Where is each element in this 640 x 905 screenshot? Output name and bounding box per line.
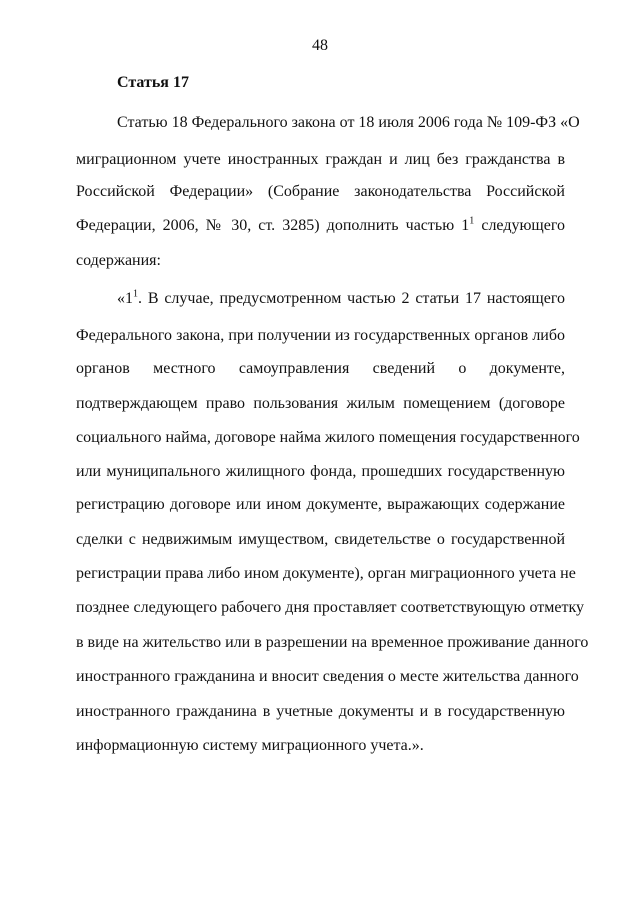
paragraph-2-line-6: или муниципального жилищного фонда, прошедших государственную <box>76 463 565 480</box>
paragraph-2-line-12: иностранного гражданина и вносит сведения о месте жительства данного <box>76 668 579 685</box>
paragraph-2-line-5: социального найма, договоре найма жилого помещения государственного <box>76 429 580 446</box>
paragraph-2-line-3: органов местного самоуправления сведений о документе, <box>76 360 565 377</box>
superscript-one: 1 <box>469 215 475 227</box>
paragraph-1-line-4 <box>76 216 565 236</box>
paragraph-2-line-7: регистрацию договоре или ином документе, выражающих содержание <box>76 496 565 513</box>
paragraph-1-line-4-text: Федерации, 2006, № 30, ст. 3285) дополнить частью 1 <box>76 217 470 234</box>
paragraph-2-line-1 <box>117 289 565 309</box>
paragraph-1-line-2: миграционном учете иностранных граждан и лиц без гражданства в <box>76 151 565 168</box>
paragraph-1-line-5: содержания: <box>76 252 161 269</box>
paragraph-2-line-10: позднее следующего рабочего дня проставляет соответствующую отметку <box>76 599 584 616</box>
paragraph-2-line-13: иностранного гражданина в учетные документы и в государственную <box>76 703 565 720</box>
page-number: 48 <box>312 37 328 54</box>
paragraph-2-line-8: сделки с недвижимым имуществом, свидетельстве о государственной <box>76 531 565 548</box>
paragraph-2-line-2: Федерального закона, при получении из государственных органов либо <box>76 327 565 344</box>
article-title: Статья 17 <box>117 74 189 91</box>
paragraph-2-line-1-text-end: . В случае, предусмотренном частью 2 статьи 17 настоящего <box>138 290 565 307</box>
superscript-one: 1 <box>133 288 138 300</box>
paragraph-1-line-4-text-end: следующего <box>474 217 565 234</box>
paragraph-1-line-1: Статью 18 Федерального закона от 18 июля 2006 года № 109-ФЗ «О <box>117 114 580 131</box>
paragraph-2-line-11: в виде на жительство или в разрешении на временное проживание данного <box>76 634 589 651</box>
paragraph-2-line-1-text: «1 <box>117 290 133 307</box>
paragraph-2-line-9: регистрации права либо ином документе), орган миграционного учета не <box>76 565 576 582</box>
paragraph-1-line-3: Российской Федерации» (Собрание законодательства Российской <box>76 183 565 200</box>
paragraph-2-line-14: информационную систему миграционного учета.». <box>76 737 424 754</box>
paragraph-2-line-4: подтверждающем право пользования жилым помещением (договоре <box>76 395 565 412</box>
